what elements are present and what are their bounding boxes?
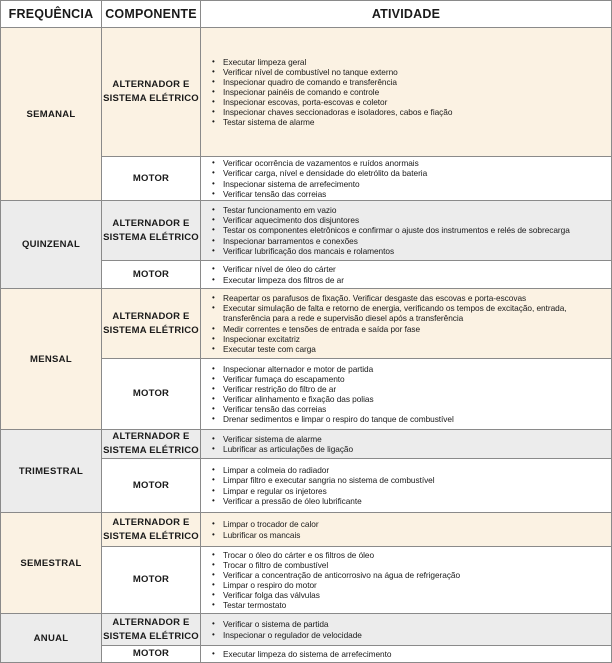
activity-item: • Verificar carga, nível e densidade do eletrólito da bateria: [212, 168, 611, 178]
component-cell-alternator: [102, 513, 201, 547]
component-cell-motor: MOTOR: [102, 261, 201, 289]
activity-list: [201, 649, 611, 659]
activity-item: • Executar limpeza do sistema de arrefecimento: [212, 649, 611, 659]
activity-item: • Verificar tensão das correias: [212, 404, 611, 414]
component-label-line2: SISTEMA ELÉTRICO: [103, 530, 199, 542]
frequency-cell: SEMESTRAL: [1, 513, 102, 614]
header-component: COMPONENTE: [102, 1, 201, 28]
component-label-line2: SISTEMA ELÉTRICO: [103, 324, 199, 336]
activity-list: [201, 293, 611, 354]
activity-item: • Verificar a pressão de óleo lubrificante: [212, 496, 611, 506]
activity-item: • Verificar nível de óleo do cárter: [212, 264, 611, 274]
activity-item: • Executar limpeza dos filtros de ar: [212, 275, 611, 285]
activity-item: • Limpar e regular os injetores: [212, 486, 611, 496]
activity-item: • Inspecionar sistema de arrefecimento: [212, 179, 611, 189]
activity-cell: [201, 359, 612, 430]
activity-item: • Testar funcionamento em vazio: [212, 205, 611, 215]
activity-cell: [201, 614, 612, 646]
activity-cell: [201, 646, 612, 663]
activity-cell: [201, 28, 612, 157]
activity-item: • Testar termostato: [212, 600, 611, 610]
activity-item: • Verificar o sistema de partida: [212, 619, 611, 629]
component-label-line1: ALTERNADOR E: [112, 310, 190, 322]
frequency-cell: SEMANAL: [1, 28, 102, 201]
activity-item: • Inspecionar escovas, porta-escovas e coletor: [212, 97, 611, 107]
activity-item: • Limpar o respiro do motor: [212, 580, 611, 590]
activity-item: • Verificar lubrificação dos mancais e rolamentos: [212, 246, 611, 256]
activity-list: [201, 550, 611, 611]
component-cell-motor: MOTOR: [102, 547, 201, 614]
activity-cell: [201, 430, 612, 459]
table-row: [1, 614, 612, 646]
component-cell-alternator: [102, 289, 201, 359]
table-row: [1, 201, 612, 261]
table-row: [1, 289, 612, 359]
activity-cell: [201, 513, 612, 547]
component-cell-motor: MOTOR: [102, 157, 201, 201]
activity-item: • Inspecionar excitatriz: [212, 334, 611, 344]
activity-item: • Inspecionar barramentos e conexões: [212, 236, 611, 246]
activity-cell: [201, 459, 612, 513]
activity-item: • Inspecionar chaves seccionadoras e isoladores, cabos e fiação: [212, 107, 611, 117]
table-row: [1, 28, 612, 157]
activity-list: [201, 158, 611, 198]
component-label-line1: ALTERNADOR E: [112, 79, 190, 90]
activity-cell: [201, 201, 612, 261]
activity-item: • Verificar a concentração de anticorrosivo na água de refrigeração: [212, 570, 611, 580]
component-label-line2: SISTEMA ELÉTRICO: [103, 445, 199, 456]
component-cell-alternator: [102, 28, 201, 157]
activity-list: [201, 205, 611, 255]
frequency-cell: QUINZENAL: [1, 201, 102, 289]
activity-item: • Inspecionar o regulador de velocidade: [212, 630, 611, 640]
header-row: [1, 1, 612, 28]
component-cell-motor: MOTOR: [102, 359, 201, 430]
component-cell-motor: MOTOR: [102, 459, 201, 513]
activity-cell: [201, 547, 612, 614]
activity-item: • Limpar a colmeia do radiador: [212, 465, 611, 475]
activity-item: • Verificar alinhamento e fixação das polias: [212, 394, 611, 404]
activity-item: • Drenar sedimentos e limpar o respiro do tanque de combustível: [212, 414, 611, 424]
activity-item: • Inspecionar painéis de comando e controle: [212, 87, 611, 97]
activity-item: • Verificar nível de combustível no tanque externo: [212, 67, 611, 77]
activity-item: • Inspecionar alternador e motor de partida: [212, 364, 611, 374]
frequency-cell: ANUAL: [1, 614, 102, 663]
component-cell-alternator: [102, 430, 201, 459]
frequency-cell: TRIMESTRAL: [1, 430, 102, 513]
component-cell-motor: MOTOR: [102, 646, 201, 663]
activity-list: [201, 619, 611, 639]
activity-item: • Verificar aquecimento dos disjuntores: [212, 215, 611, 225]
component-label-line1: ALTERNADOR E: [112, 516, 190, 528]
activity-list: [201, 364, 611, 425]
activity-item: • Verificar ocorrência de vazamentos e ruídos anormais: [212, 158, 611, 168]
component-label-line1: ALTERNADOR E: [112, 431, 190, 442]
activity-item: • Verificar tensão das correias: [212, 189, 611, 199]
component-cell-alternator: [102, 614, 201, 646]
activity-item: • Executar teste com carga: [212, 344, 611, 354]
activity-item: • Medir correntes e tensões de entrada e saída por fase: [212, 324, 611, 334]
component-label-line1: ALTERNADOR E: [112, 217, 190, 229]
component-cell-alternator: [102, 201, 201, 261]
activity-item: • Testar os componentes eletrônicos e confirmar o ajuste dos instrumentos e relés de sobrecarga: [212, 225, 611, 235]
activity-item: • Inspecionar quadro de comando e transferência: [212, 77, 611, 87]
activity-item: • Testar sistema de alarme: [212, 117, 611, 127]
table-body: [1, 28, 612, 663]
component-label-line1: ALTERNADOR E: [112, 616, 190, 628]
activity-item: • Limpar o trocador de calor: [212, 519, 611, 529]
activity-item: • Executar limpeza geral: [212, 57, 611, 67]
header-activity: ATIVIDADE: [201, 1, 612, 28]
activity-item: • Verificar fumaça do escapamento: [212, 374, 611, 384]
component-label-line2: SISTEMA ELÉTRICO: [103, 231, 199, 243]
activity-item: • Verificar restrição do filtro de ar: [212, 384, 611, 394]
activity-item: • Reapertar os parafusos de fixação. Verificar desgaste das escovas e porta-escovas: [212, 293, 611, 303]
activity-list: [201, 465, 611, 505]
activity-item: • Trocar o filtro de combustível: [212, 560, 611, 570]
activity-item: • Executar simulação de falta e retorno de energia, verificando os tempos de excitação, entrada, transferência para a rede e supervisão diesel após a transferência: [212, 303, 611, 323]
component-label-line2: SISTEMA ELÉTRICO: [103, 93, 199, 104]
activity-item: • Verificar folga das válvulas: [212, 590, 611, 600]
activity-item: • Verificar sistema de alarme: [212, 434, 611, 444]
activity-item: • Limpar filtro e executar sangria no sistema de combustível: [212, 475, 611, 485]
activity-list: [201, 264, 611, 284]
activity-list: [201, 519, 611, 539]
activity-item: • Trocar o óleo do cárter e os filtros de óleo: [212, 550, 611, 560]
frequency-cell: MENSAL: [1, 289, 102, 430]
activity-cell: [201, 157, 612, 201]
table-row: [1, 430, 612, 459]
activity-list: [201, 434, 611, 454]
activity-item: • Lubrificar as articulações de ligação: [212, 444, 611, 454]
header-frequency: FREQUÊNCIA: [1, 1, 102, 28]
component-label-line2: SISTEMA ELÉTRICO: [103, 630, 199, 642]
activity-item: • Lubrificar os mancais: [212, 530, 611, 540]
activity-list: [201, 57, 611, 128]
activity-cell: [201, 289, 612, 359]
activity-cell: [201, 261, 612, 289]
table-row: [1, 513, 612, 547]
